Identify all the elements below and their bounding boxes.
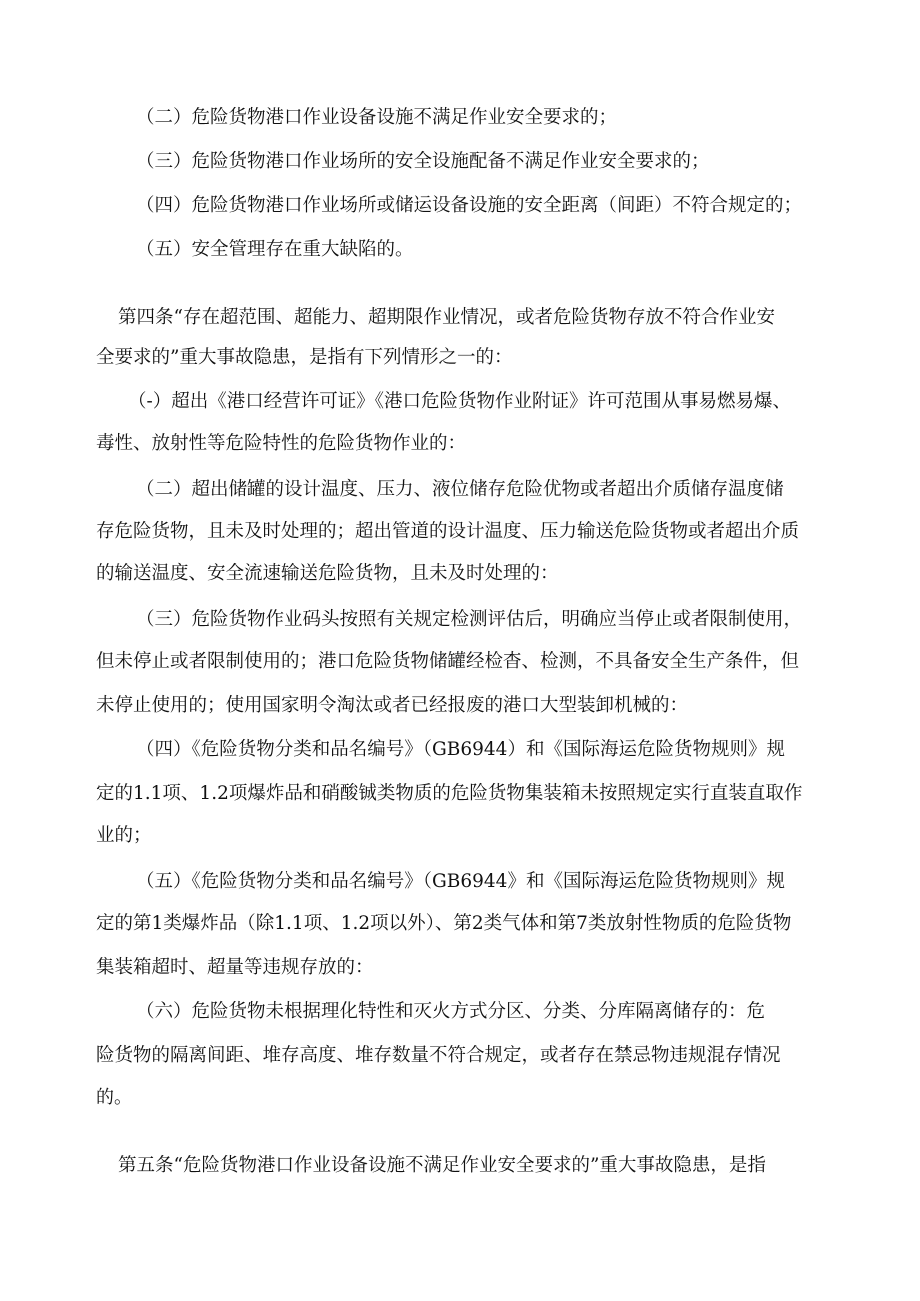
item-3: （三）危险货物港口作业场所的安全设施配备不满足作业安全要求的； (136, 151, 710, 172)
article-5-line-1: 第五条“危险货物港口作业设备设施不满足作业安全要求的”重大事故隐患，是指 (118, 1155, 766, 1176)
a4-item-6-line-1: （六）危险货物未根据理化特性和灭火方式分区、分类、分库隔离储存的：危 (136, 1001, 766, 1022)
a4-item-4-line-2: 定的1.1项、1.2项爆炸品和硝酸铖类物质的危险货物集装箱未按照规定实行直装直取作 (96, 783, 803, 804)
a4-item-4-line-1: （四）《危险货物分类和品名编号》（GB6944）和《国际海运危险货物规则》规 (136, 739, 785, 760)
a4-item-3-line-1: （三）危险货物作业码头按照有关规定检测评估后，明确应当停止或者限制使用， (136, 609, 803, 630)
a4-item-2-line-1: （二）超出储罐的设计温度、压力、液位储存危险优物或者超出介质储存温度储 (136, 479, 784, 500)
a4-item-4-line-3: 业的； (96, 825, 152, 846)
a4-item-5-line-2: 定的第1类爆炸品（除1.1项、1.2项以外）、第2类气体和第7类放射性物质的危险货物 (96, 913, 792, 934)
a4-item-3-line-3: 未停止使用的；使用国家明令淘汰或者已经报废的港口大型装卸机械的： (96, 695, 689, 716)
article-4-line-2: 全要求的”重大事故隐患，是指有下列情形之一的： (96, 347, 513, 368)
a4-item-5-line-3: 集装箱超时、超量等违规存放的： (96, 957, 374, 978)
a4-item-6-line-3: 的。 (96, 1087, 132, 1108)
article-4-line-1: 第四条“存在超范围、超能力、超期限作业情况，或者危险货物存放不符合作业安 (118, 307, 775, 328)
item-4: （四）危险货物港口作业场所或储运设备设施的安全距离（间距）不符合规定的； (136, 195, 803, 216)
item-2: （二）危险货物港口作业设备设施不满足作业安全要求的； (136, 107, 618, 128)
a4-item-1-line-1: （-）超出《港口经营许可证》《港口危险货物作业附证》许可范围从事易燃易爆、 (128, 391, 792, 412)
a4-item-2-line-3: 的输送温度、安全流速输送危险货物，且未及时处理的： (96, 563, 559, 584)
a4-item-6-line-2: 险货物的隔离间距、堆存高度、堆存数量不符合规定，或者存在禁忌物违规混存情况 (96, 1045, 781, 1066)
item-5: （五）安全管理存在重大缺陷的。 (136, 239, 414, 260)
a4-item-2-line-2: 存危险货物，且未及时处理的；超出管道的设计温度、压力输送危险货物或者超出介质 (96, 521, 800, 542)
a4-item-3-line-2: 但未停止或者限制使用的；港口危险货物储罐经检杳、检测，不具备安全生产条件，但 (96, 651, 800, 672)
a4-item-5-line-1: （五）《危险货物分类和品名编号》（GB6944》和《国际海运危险货物规则》规 (136, 871, 785, 892)
a4-item-1-line-2: 毒性、放射性等危险特性的危险货物作业的： (96, 433, 467, 454)
